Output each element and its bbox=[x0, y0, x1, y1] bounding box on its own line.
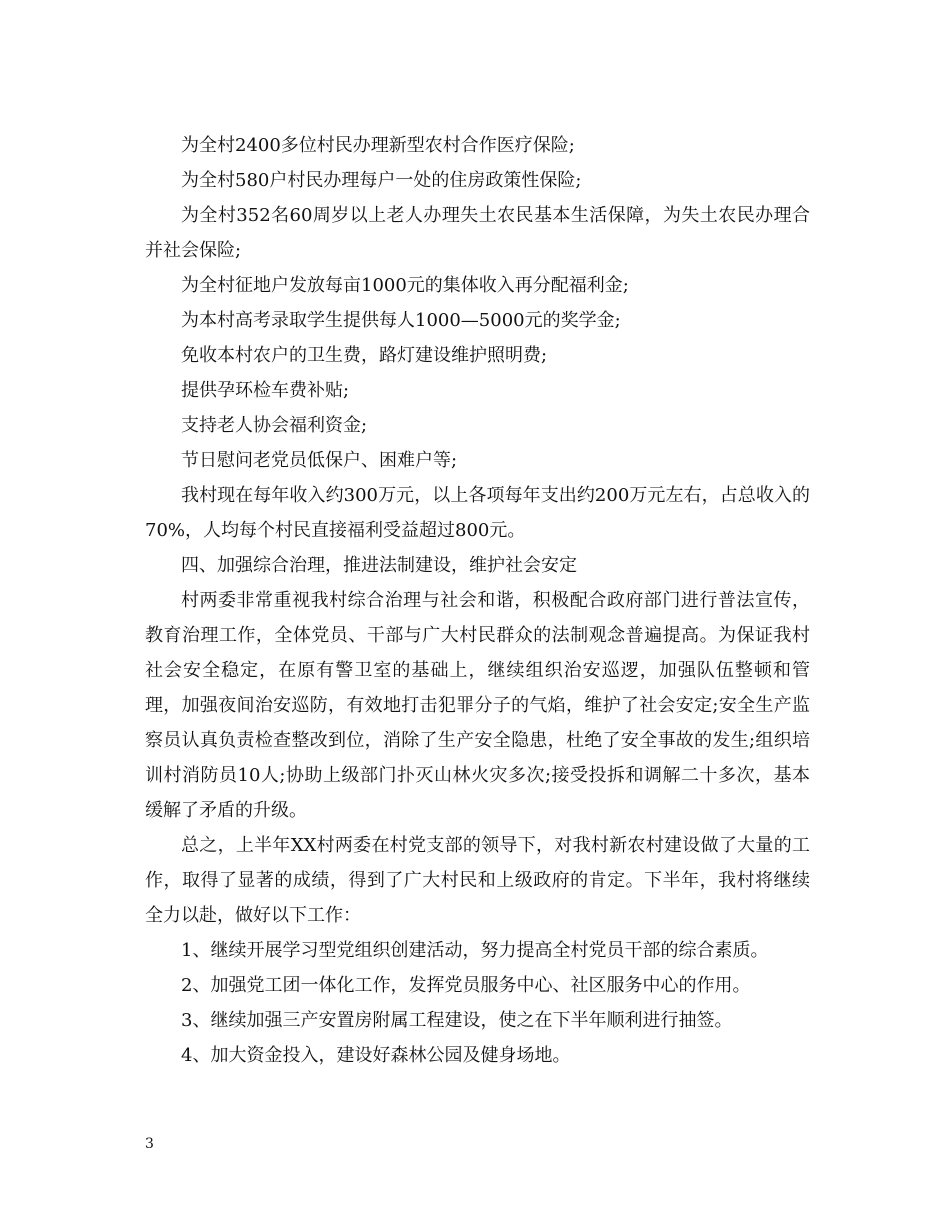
paragraph-medical-insurance: 为全村2400多位村民办理新型农村合作医疗保险; bbox=[181, 135, 575, 156]
list-item-plan-1: 1、继续开展学习型党组织创建活动，努力提高全村党员干部的综合素质。 bbox=[181, 940, 769, 961]
list-item-plan-2: 2、加强党工团一体化工作，发挥党员服务中心、社区服务中心的作用。 bbox=[181, 975, 751, 996]
paragraph-governance: 村两委非常重视我村综合治理与社会和谐，积极配合政府部门进行普法宣传，教育治理工作，全体党员、干部与广大村民群众的法制观念普遍提高。为保证我村社会安全稳定，在原有警卫室的基础上，继续组织治安巡逻，加强队伍整顿和管理，加强夜间治安巡防，有效地打击犯罪分子的气焰，维护了社会安定;安全生产监察员认真负责检查整改到位，消除了生产安全隐患，杜绝了安全事故的发生;组织培训村消防员10人;协助上级部门扑灭山林火灾多次;接受投拆和调解二十多次，基本缓解了矛盾的升级。 bbox=[145, 590, 810, 821]
paragraph-elderly-security: 为全村352名60周岁以上老人办理失土农民基本生活保障，为失土农民办理合并社会保险; bbox=[145, 205, 810, 261]
paragraph-scholarship: 为本村高考录取学生提供每人1000—5000元的奖学金; bbox=[181, 310, 621, 331]
paragraph-holiday-visits: 节日慰问老党员低保户、困难户等; bbox=[181, 450, 458, 471]
paragraph-welfare-fund: 为全村征地户发放每亩1000元的集体收入再分配福利金; bbox=[181, 275, 629, 296]
page-number: 3 bbox=[145, 1136, 154, 1152]
paragraph-conclusion: 总之，上半年XX村两委在村党支部的领导下，对我村新农村建设做了大量的工作，取得了显著的成绩，得到了广大村民和上级政府的肯定。下半年，我村将继续全力以赴，做好以下工作： bbox=[145, 835, 810, 926]
paragraph-subsidy: 提供孕环检车费补贴; bbox=[181, 380, 350, 401]
document-body bbox=[145, 128, 810, 1073]
section-heading-governance: 四、加强综合治理，推进法制建设，维护社会安定 bbox=[181, 555, 577, 576]
list-item-plan-3: 3、继续加强三产安置房附属工程建设，使之在下半年顺利进行抽签。 bbox=[181, 1010, 733, 1031]
paragraph-income-summary: 我村现在每年收入约300万元，以上各项每年支出约200万元左右，占总收入的70%，人均每个村民直接福利受益超过800元。 bbox=[145, 485, 810, 541]
paragraph-housing-insurance: 为全村580户村民办理每户一处的住房政策性保险; bbox=[181, 170, 582, 191]
list-item-plan-4: 4、加大资金投入，建设好森林公园及健身场地。 bbox=[181, 1045, 571, 1066]
paragraph-fee-waiver: 免收本村农户的卫生费，路灯建设维护照明费; bbox=[181, 345, 548, 366]
paragraph-elderly-association: 支持老人协会福利资金; bbox=[181, 415, 368, 436]
